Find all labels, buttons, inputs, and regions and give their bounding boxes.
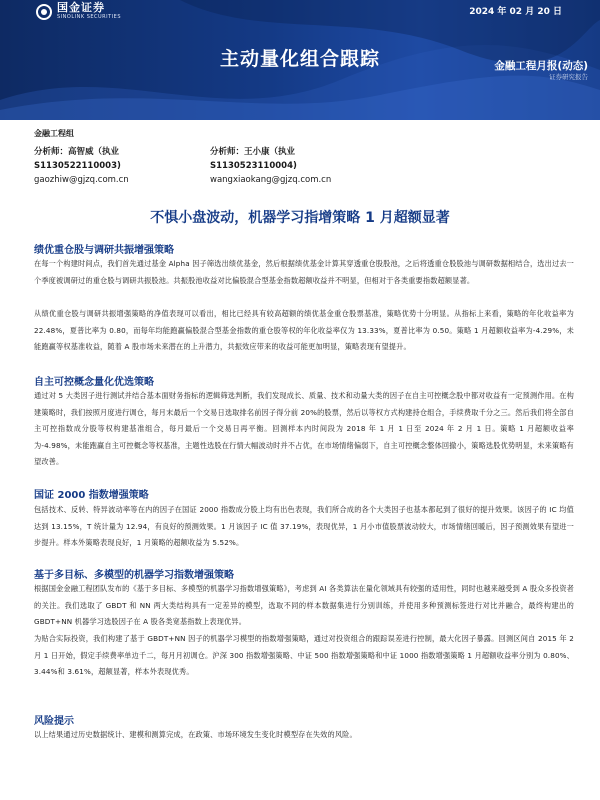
analyst-title: 分析师：高智威（执业: [34, 147, 120, 157]
section-paragraph: 以上结果通过历史数据统计、建模和测算完成，在政策、市场环境发生变化时模型存在失效的风险。: [34, 730, 357, 739]
section-title: 风险提示: [34, 716, 74, 727]
analyst-email[interactable]: gaozhiw@gjzq.com.cn: [34, 175, 129, 185]
report-category: 证券研究报告: [549, 73, 588, 81]
logo-emblem-icon: [36, 4, 52, 20]
section-paragraph: 根据国金金融工程团队发布的《基于多目标、多模型的机器学习指数增强策略》，考虑到 AI 各类算法在量化领域具有较强的适用性，同时也越来越受到 A 股众多投资者的关注。我们选取了 GBDT 和 NN 两大类结构具有一定差异的模型，选取不同的样本数据集进行分别训练，并使用多种预测标签进行对比并融合，最终构建出的 GBDT+NN 机器学习选股因子在 A 股各类宽基指数上表现优异。: [34, 584, 574, 626]
company-logo: [36, 2, 121, 21]
analyst-card: [210, 145, 331, 187]
section-paragraph: 为贴合实际投资，我们构建了基于 GBDT+NN 因子的机器学习模型的指数增强策略，通过对投资组合的跟踪误差进行控制，最大化因子暴露。回测区间自 2015 年 2 月 1 日开始，假定手续费率单边千二，每月月初调仓。沪深 300 指数增强策略、中证 500 指数增强策略和中证 1000 指数增强策略 1 月超额收益率分别为 0.80%、3.44%和 3.61%，超额显著，样本外表现优秀。: [34, 634, 574, 676]
section-paragraph: 包括技术、反转、特异波动率等在内的因子在国证 2000 指数成分股上均有出色表现，我们所合成的各个大类因子也基本都起到了很好的提升效果。该因子的 IC 均值达到 13.15%，T 统计量为 12.94，有良好的预测效果。1 月该因子 IC 值 37.19%，表现优异，1 月小市值股票波动较大，市场情绪回暖后，因子预测效果有望进一步提升。样本外策略表现良好，1 月策略的超额收益为 5.52%。: [34, 505, 574, 547]
analyst-title: 分析师：王小康（执业: [210, 147, 296, 157]
section-paragraph: 在每一个构建时间点，我们首先通过基金 Alpha 因子筛选出绩优基金，然后根据绩优基金计算其穿透重仓股股池，之后将透重仓股股池与调研数据相结合，选出过去一个季度被调研过的重仓股与调研共振股池。共振股池收益对比偏股混合型基金指数超额收益并不明显，但相对于各类重要指数超额显著。: [34, 259, 574, 285]
section-title: 基于多目标、多模型的机器学习指数增强策略: [34, 570, 234, 581]
analyst-card: [34, 145, 129, 187]
section-title: 国证 2000 指数增强策略: [34, 490, 149, 501]
logo-text-en: SINOLINK SECURITIES: [57, 14, 121, 20]
section-title: 自主可控概念量化优选策略: [34, 377, 154, 388]
team-name: 金融工程组: [34, 129, 74, 138]
section-paragraph: 从绩优重仓股与调研共振增强策略的净值表现可以看出，相比已经具有较高超额的绩优基金重仓股票基准，策略优势十分明显。从指标上来看，策略的年化收益率为 22.48%，夏普比率为 0.80，而每年均能跑赢偏股混合型基金指数的重仓股等权的年化收益率仅为 13.33%，夏普比率为 0.50。策略 1 月超额收益率为-4.29%，未能跑赢等权基准收益，随着 A 股市场未来潜在的上升潜力，共振效应带来的收益可能更加明显，策略表现有望提升。: [34, 309, 574, 351]
section-title: 绩优重仓股与调研共振增强策略: [34, 245, 174, 256]
logo-text: 国金证券: [57, 1, 105, 14]
report-headline: 不惧小盘波动，机器学习指增策略 1 月超额显著: [150, 210, 450, 226]
report-banner: [0, 0, 600, 120]
analyst-license: S1130523110004): [210, 161, 297, 171]
analyst-email[interactable]: wangxiaokang@gjzq.com.cn: [210, 175, 332, 185]
section-paragraph: 通过对 5 大类因子进行测试并结合基本面财务指标的逻辑筛选判断，我们发现成长、质量、技术和动量大类的因子在自主可控概念股中都对收益有一定预测作用。在构建策略时，我们按照月度进行调仓，每月末最后一个交易日选取排名前因子得分前 20%的股票，然后以等权方式构建持仓组合，手续费取千分之三。然后我们将全部自主可控指数成分股等权构建基准组合，每月最后一个交易日再平衡。回测样本内时间段为 2018 年 1 月 1 日至 2024 年 2 月 1 日。策略 1 月超额收益率为-4.98%，未能跑赢自主可控概念等权基准，主题性选股在行情大幅波动时并不占优，在市场情绪偏弱下，自主可控概念整体回撤小，策略选股优势明显，未来策略有望改善。: [34, 391, 574, 466]
analyst-license: S1130522110003): [34, 161, 121, 171]
report-date: 2024 年 02 月 20 日: [469, 7, 562, 17]
report-type: 金融工程月报(动态): [494, 60, 588, 72]
report-series-title: 主动量化组合跟踪: [219, 48, 380, 70]
